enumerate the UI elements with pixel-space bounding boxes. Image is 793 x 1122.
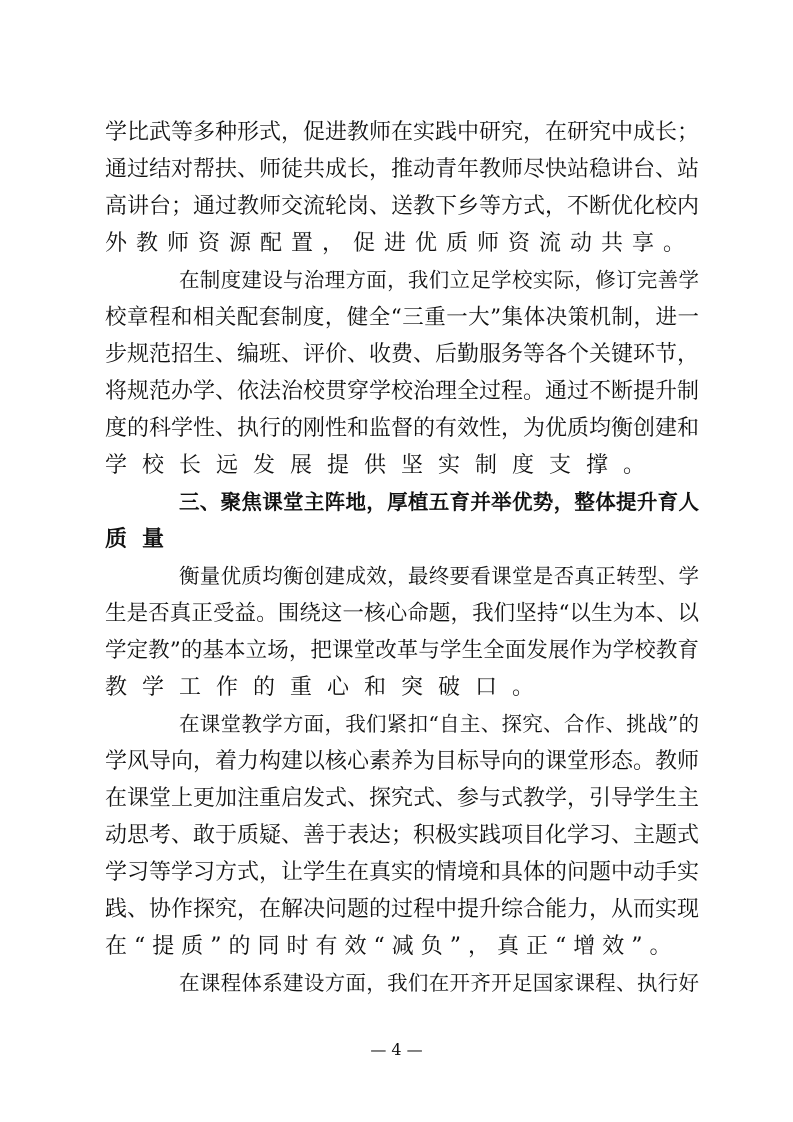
text-line: 度的科学性、执行的刚性和监督的有效性，为优质均衡创建和 <box>105 416 700 441</box>
text-line: 校章程和相关配套制度，健全“三重一大”集体决策机制，进一 <box>105 305 699 330</box>
text-line: 教学工作的重心和突破口。 <box>105 675 550 700</box>
document-body <box>105 114 699 1002</box>
paragraph <box>105 965 699 1002</box>
text-line: 通过结对帮扶、师徒共成长，推动青年教师尽快站稳讲台、站 <box>105 157 700 182</box>
page-number: — 4 — <box>370 1040 423 1059</box>
text-line: 将规范办学、依法治校贯穿学校治理全过程。通过不断提升制 <box>105 379 700 404</box>
text-line: 学比武等多种形式，促进教师在实践中研究，在研究中成长； <box>105 120 700 145</box>
text-line: 学校长远发展提供坚实制度支撑。 <box>105 453 661 478</box>
text-line: 外教师资源配置，促进优质师资流动共享。 <box>105 231 695 256</box>
text-line: 动思考、敢于质疑、善于表达；积极实践项目化学习、主题式 <box>105 823 700 848</box>
paragraph <box>105 262 699 484</box>
paragraph <box>105 558 699 706</box>
text-line: 在课堂上更加注重启发式、探究式、参与式教学，引导学生主 <box>105 786 700 811</box>
text-line: 学风导向，着力构建以核心素养为目标导向的课堂形态。教师 <box>105 749 700 774</box>
text-line: 践、协作探究，在解决问题的过程中提升综合能力，从而实现 <box>105 897 700 922</box>
text-line: 在课堂教学方面，我们紧扣“自主、探究、合作、挑战”的 <box>179 712 699 736</box>
text-line: 在课程体系建设方面，我们在开齐开足国家课程、执行好 <box>179 971 699 995</box>
text-line: 质量 <box>105 527 180 552</box>
text-line: 学定教”的基本立场，把课堂改革与学生全面发展作为学校教育 <box>105 638 699 663</box>
text-line: 三、聚焦课堂主阵地，厚植五育并举优势，整体提升育人 <box>179 490 699 514</box>
paragraph <box>105 706 699 965</box>
text-line: 在制度建设与治理方面，我们立足学校实际，修订完善学 <box>179 268 699 292</box>
text-line: 学习等学习方式，让学生在真实的情境和具体的问题中动手实 <box>105 860 700 885</box>
text-line: 衡量优质均衡创建成效，最终要看课堂是否真正转型、学 <box>179 564 699 588</box>
section-heading <box>105 484 699 558</box>
text-line: 在“提质”的同时有效“减负”，真正“增效”。 <box>105 934 679 959</box>
text-line: 高讲台；通过教师交流轮岗、送教下乡等方式，不断优化校内 <box>105 194 700 219</box>
text-line: 生是否真正受益。围绕这一核心命题，我们坚持“以生为本、以 <box>105 601 699 626</box>
paragraph <box>105 114 699 262</box>
text-line: 步规范招生、编班、评价、收费、后勤服务等各个关键环节， <box>105 342 700 367</box>
